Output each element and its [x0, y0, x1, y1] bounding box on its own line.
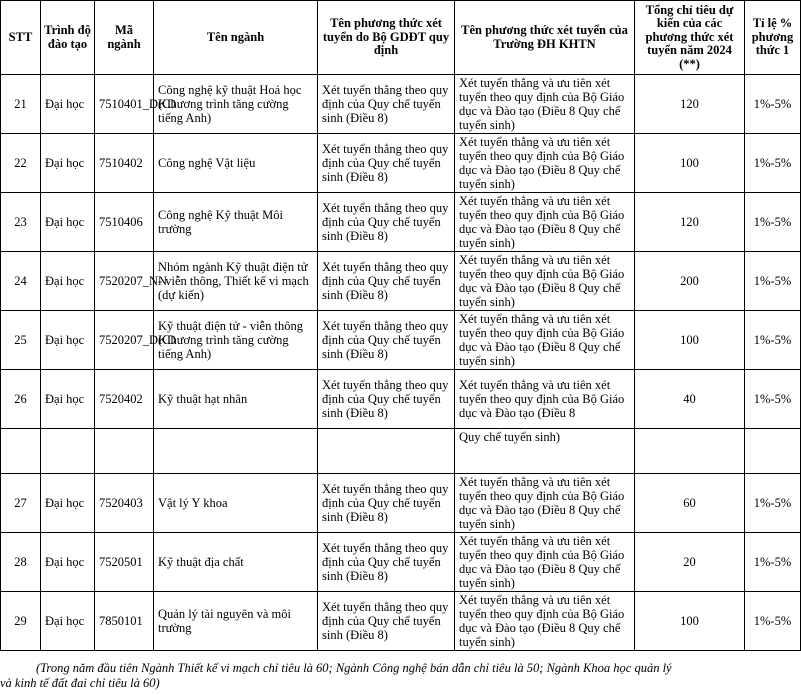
cell-ma-nganh: 7510402	[95, 134, 154, 193]
footnote-line-2: và kinh tế đất đai chỉ tiêu là 60)	[0, 676, 160, 690]
cell-pt-truong: Xét tuyển thẳng và ưu tiên xét tuyển theo quy định của Bộ Giáo dục và Đào tạo (Điều 8	[455, 370, 635, 429]
cell-stt: 27	[1, 473, 41, 532]
cell-ti-le: 1%-5%	[745, 532, 801, 591]
cell-chi-tieu: 20	[635, 532, 745, 591]
cell-pt-truong: Xét tuyển thẳng và ưu tiên xét tuyển theo quy định của Bộ Giáo dục và Đào tạo (Điều 8 Quy chế tuyển sinh)	[455, 134, 635, 193]
cell-stt: 25	[1, 311, 41, 370]
cell-empty	[745, 428, 801, 473]
cell-ti-le: 1%-5%	[745, 252, 801, 311]
cell-pt-bo: Xét tuyển thẳng theo quy định của Quy chế tuyển sinh (Điều 8)	[318, 473, 455, 532]
cell-ma-nganh: 7850101	[95, 591, 154, 650]
cell-trinh-do: Đại học	[41, 591, 95, 650]
cell-pt-bo: Xét tuyển thẳng theo quy định của Quy chế tuyển sinh (Điều 8)	[318, 370, 455, 429]
cell-trinh-do: Đại học	[41, 134, 95, 193]
cell-pt-bo: Xét tuyển thẳng theo quy định của Quy chế tuyển sinh (Điều 8)	[318, 591, 455, 650]
cell-empty	[41, 428, 95, 473]
cell-trinh-do: Đại học	[41, 370, 95, 429]
table-row	[1, 252, 801, 311]
cell-stt: 26	[1, 370, 41, 429]
cell-chi-tieu: 100	[635, 591, 745, 650]
cell-ten-nganh: Kỹ thuật hạt nhân	[154, 370, 318, 429]
cell-ten-nganh: Công nghệ Kỹ thuật Môi trường	[154, 193, 318, 252]
cell-chi-tieu: 60	[635, 473, 745, 532]
cell-pt-bo: Xét tuyển thẳng theo quy định của Quy chế tuyển sinh (Điều 8)	[318, 532, 455, 591]
cell-trinh-do: Đại học	[41, 75, 95, 134]
cell-stt: 21	[1, 75, 41, 134]
cell-ti-le: 1%-5%	[745, 473, 801, 532]
cell-pt-truong: Xét tuyển thẳng và ưu tiên xét tuyển theo quy định của Bộ Giáo dục và Đào tạo (Điều 8 Quy chế tuyển sinh)	[455, 591, 635, 650]
footnote-line-1: (Trong năm đầu tiên Ngành Thiết kế vi mạch chỉ tiêu là 60; Ngành Công nghệ bán dẫn chỉ tiêu là 50; Ngành Khoa học quản lý	[36, 661, 672, 675]
cell-stt: 24	[1, 252, 41, 311]
cell-trinh-do: Đại học	[41, 532, 95, 591]
cell-pt-bo: Xét tuyển thẳng theo quy định của Quy chế tuyển sinh (Điều 8)	[318, 193, 455, 252]
cell-ten-nganh: Kỹ thuật điện tử - viễn thông (Chương trình tăng cường tiếng Anh)	[154, 311, 318, 370]
cell-ti-le: 1%-5%	[745, 75, 801, 134]
cell-chi-tieu: 120	[635, 75, 745, 134]
cell-pt-bo: Xét tuyển thẳng theo quy định của Quy chế tuyển sinh (Điều 8)	[318, 252, 455, 311]
cell-chi-tieu: 200	[635, 252, 745, 311]
header-pt-truong: Tên phương thức xét tuyển của Trường ĐH KHTN	[455, 1, 635, 75]
header-ten-nganh: Tên ngành	[154, 1, 318, 75]
cell-ti-le: 1%-5%	[745, 311, 801, 370]
cell-chi-tieu: 120	[635, 193, 745, 252]
footnote	[0, 661, 800, 691]
cell-stt: 23	[1, 193, 41, 252]
header-trinh-do: Trình độ đào tạo	[41, 1, 95, 75]
table-row	[1, 532, 801, 591]
cell-ma-nganh: 7520207_NN	[95, 252, 154, 311]
cell-empty	[1, 428, 41, 473]
cell-pt-truong: Xét tuyển thẳng và ưu tiên xét tuyển theo quy định của Bộ Giáo dục và Đào tạo (Điều 8 Quy chế tuyển sinh)	[455, 532, 635, 591]
header-tong-chi-tieu: Tổng chỉ tiêu dự kiến của các phương thức xét tuyển năm 2024 (**)	[635, 1, 745, 75]
cell-ten-nganh: Kỹ thuật địa chất	[154, 532, 318, 591]
cell-trinh-do: Đại học	[41, 193, 95, 252]
cell-empty	[635, 428, 745, 473]
table-row	[1, 134, 801, 193]
header-stt: STT	[1, 1, 41, 75]
header-pt-bo: Tên phương thức xét tuyển do Bộ GDĐT quy định	[318, 1, 455, 75]
cell-trinh-do: Đại học	[41, 311, 95, 370]
table-row	[1, 311, 801, 370]
table-row	[1, 473, 801, 532]
cell-stt: 28	[1, 532, 41, 591]
header-ma-nganh: Mã ngành	[95, 1, 154, 75]
table-row	[1, 193, 801, 252]
table-row	[1, 591, 801, 650]
cell-ma-nganh: 7520402	[95, 370, 154, 429]
cell-stt: 29	[1, 591, 41, 650]
cell-chi-tieu: 100	[635, 311, 745, 370]
cell-ma-nganh: 7510406	[95, 193, 154, 252]
cell-stt: 22	[1, 134, 41, 193]
cell-ti-le: 1%-5%	[745, 134, 801, 193]
cell-pt-bo: Xét tuyển thẳng theo quy định của Quy chế tuyển sinh (Điều 8)	[318, 134, 455, 193]
header-row	[1, 1, 801, 75]
header-ti-le: Tỉ lệ % phương thức 1	[745, 1, 801, 75]
cell-trinh-do: Đại học	[41, 252, 95, 311]
cell-pt-bo: Xét tuyển thẳng theo quy định của Quy chế tuyển sinh (Điều 8)	[318, 311, 455, 370]
cell-ten-nganh: Công nghệ Vật liệu	[154, 134, 318, 193]
cell-ten-nganh: Công nghệ kỹ thuật Hoá học (Chương trình tăng cường tiếng Anh)	[154, 75, 318, 134]
cell-ten-nganh: Nhóm ngành Kỹ thuật điện tử - viễn thông, Thiết kế vi mạch (dự kiến)	[154, 252, 318, 311]
cell-pt-truong: Xét tuyển thẳng và ưu tiên xét tuyển theo quy định của Bộ Giáo dục và Đào tạo (Điều 8 Quy chế tuyển sinh)	[455, 473, 635, 532]
cell-empty	[95, 428, 154, 473]
cell-ti-le: 1%-5%	[745, 193, 801, 252]
table-row	[1, 75, 801, 134]
cell-ma-nganh: 7520501	[95, 532, 154, 591]
cell-trinh-do: Đại học	[41, 473, 95, 532]
cell-pt-truong: Xét tuyển thẳng và ưu tiên xét tuyển theo quy định của Bộ Giáo dục và Đào tạo (Điều 8 Quy chế tuyển sinh)	[455, 311, 635, 370]
table-row	[1, 370, 801, 429]
cell-pt-truong-continued: Quy chế tuyển sinh)	[455, 428, 635, 473]
cell-ti-le: 1%-5%	[745, 591, 801, 650]
cell-pt-truong: Xét tuyển thẳng và ưu tiên xét tuyển theo quy định của Bộ Giáo dục và Đào tạo (Điều 8 Quy chế tuyển sinh)	[455, 252, 635, 311]
cell-ti-le: 1%-5%	[745, 370, 801, 429]
cell-ma-nganh: 7520403	[95, 473, 154, 532]
cell-empty	[318, 428, 455, 473]
cell-ma-nganh: 7510401_DKD	[95, 75, 154, 134]
cell-ten-nganh: Quản lý tài nguyên và môi trường	[154, 591, 318, 650]
cell-empty	[154, 428, 318, 473]
cell-chi-tieu: 40	[635, 370, 745, 429]
cell-ma-nganh: 7520207_DKD	[95, 311, 154, 370]
cell-pt-bo: Xét tuyển thẳng theo quy định của Quy chế tuyển sinh (Điều 8)	[318, 75, 455, 134]
cell-pt-truong: Xét tuyển thẳng và ưu tiên xét tuyển theo quy định của Bộ Giáo dục và Đào tạo (Điều 8 Quy chế tuyển sinh)	[455, 75, 635, 134]
cell-ten-nganh: Vật lý Y khoa	[154, 473, 318, 532]
page-break-row	[1, 428, 801, 473]
cell-chi-tieu: 100	[635, 134, 745, 193]
cell-pt-truong: Xét tuyển thẳng và ưu tiên xét tuyển theo quy định của Bộ Giáo dục và Đào tạo (Điều 8 Quy chế tuyển sinh)	[455, 193, 635, 252]
